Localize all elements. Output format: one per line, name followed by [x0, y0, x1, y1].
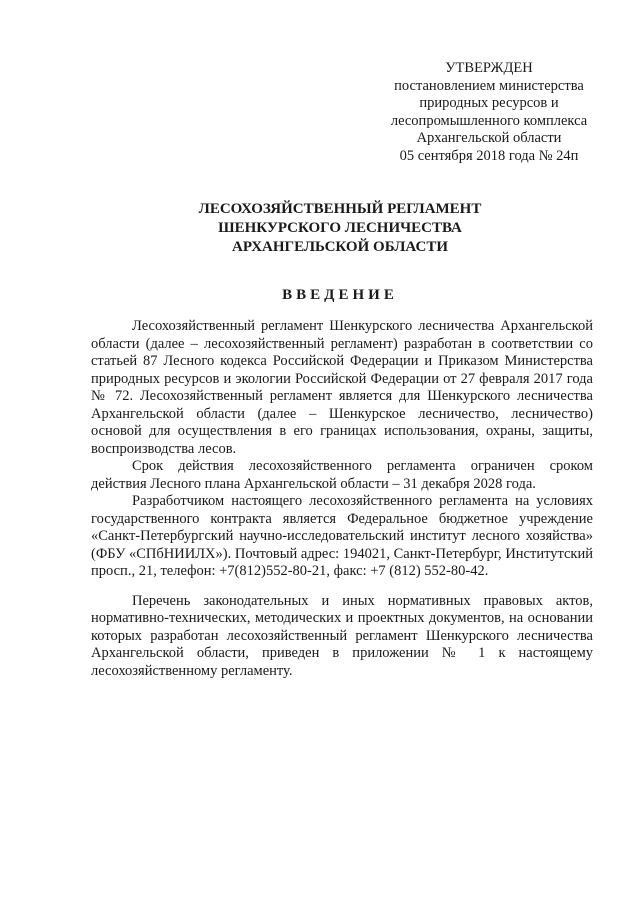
paragraph: Лесохозяйственный регламент Шенкурского лесничества Архангельской области (далее – лесохозяйственный регламент) разработан в соответствии со статьей 87 Лесного кодекса Российской Федерации и Приказом Министерства природных ресурсов и экологии Российской Федерации от 27 февраля 2017 года № 72. Лесохозяйственный регламент является для Шенкурского лесничества Архангельской области (далее – Шенкурское лесничество, лесничество) основой для осуществления в его границах использования, охраны, защиты, воспроизводства лесов.	[91, 318, 593, 457]
approval-line: постановлением министерства	[394, 77, 584, 94]
approval-stamp	[364, 60, 614, 165]
section-heading: ВВЕДЕНИЕ	[282, 287, 398, 303]
approval-line: природных ресурсов и	[419, 95, 559, 111]
approval-line: 05 сентября 2018 года № 24п	[399, 147, 579, 164]
document-title	[90, 200, 590, 257]
approval-line: Архангельской области	[416, 130, 562, 146]
paragraph: Срок действия лесохозяйственного регламента ограничен сроком действия Лесного плана Архангельской области – 31 декабря 2028 года.	[91, 458, 593, 492]
paragraph: Разработчиком настоящего лесохозяйственного регламента на условиях государственного контракта является Федеральное бюджетное учреждение «Санкт-Петербургский научно-исследовательский институт лесного хозяйства» (ФБУ «СПбНИИЛХ»). Почтовый адрес: 194021, Санкт-Петербург, Институтский просп., 21, телефон: +7(812)552-80-21, факс: +7 (812) 552-80-42.	[91, 493, 593, 579]
title-line: ЛЕСОХОЗЯЙСТВЕННЫЙ РЕГЛАМЕНТ	[198, 201, 482, 217]
title-line: ШЕНКУРСКОГО ЛЕСНИЧЕСТВА	[218, 220, 462, 236]
title-line: АРХАНГЕЛЬСКОЙ ОБЛАСТИ	[232, 239, 448, 255]
approval-line: УТВЕРЖДЕН	[445, 60, 533, 76]
approval-line: лесопромышленного комплекса	[390, 112, 588, 129]
document-body	[91, 318, 593, 680]
paragraph: Перечень законодательных и иных нормативных правовых актов, нормативно-технических, методических и проектных документов, на основании которых разработан лесохозяйственный регламент Шенкурского лесничества Архангельской области, приведен в приложении № 1 к настоящему лесохозяйственному регламенту.	[91, 592, 593, 679]
